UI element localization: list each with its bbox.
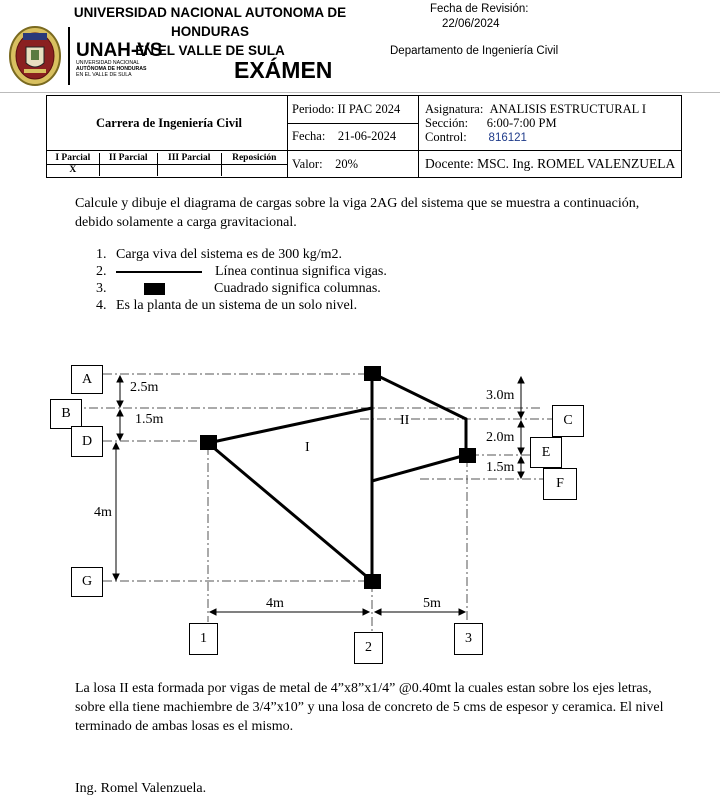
fecha: 21-06-2024 [337,129,397,144]
column-1D [200,435,217,450]
revision-label: Fecha de Revisión: [430,3,529,15]
dim-label-3-0m: 3.0m [486,388,515,403]
instruction-num: 4. [96,298,107,313]
valor: 20% [335,156,358,171]
parcial-2: II Parcial [99,153,157,165]
instruction-num: 3. [96,281,107,296]
axis-label-3: 3 [454,623,483,655]
beams [208,373,466,581]
dim-label-2-0m: 2.0m [486,430,515,445]
valor-label: Valor: [292,156,323,171]
logo-sub-line-2: AUTÓNOMA DE HONDURAS [76,65,147,72]
parcial-3: III Parcial [157,153,221,165]
instruction-text: Es la planta de un sistema de un solo nivel. [116,298,358,313]
beam-2A-3C [372,373,466,419]
axis-label-1: 1 [189,623,218,655]
beam-3E-2 [372,455,466,481]
seccion: 6:00-7:00 PM [486,115,557,130]
instruction-num: 2. [96,264,107,279]
dimension-lines [113,376,524,615]
logo-sub-line-3: EN EL VALLE DE SULA [76,71,132,78]
exam-title: EXÁMEN [234,57,333,83]
instruction-text: Cuadrado significa columnas. [214,281,381,296]
dim-label-4m-left: 4m [94,505,112,520]
control-number: 816121 [488,131,527,144]
control-label: Control: [425,129,467,144]
university-line-2: EN EL VALLE DE SULA [135,43,285,58]
dim-label-5m-bottom: 5m [423,596,441,611]
axis-label-2: 2 [354,632,383,664]
column-2G [364,574,381,589]
axis-label-G: G [71,567,103,597]
instruction-text: Carga viva del sistema es de 300 kg/m2. [116,247,343,262]
asignatura-label: Asignatura: [425,101,484,116]
logo-sub-line-1: UNIVERSIDAD NACIONAL [76,60,140,66]
parcial-mark: X [47,164,99,176]
dim-label-4m-bottom: 4m [266,596,284,611]
dim-label-1-5m-right: 1.5m [486,460,515,475]
axis-label-E: E [530,437,562,468]
slab-label-II: II [400,413,410,428]
docente: Docente: MSC. Ing. ROMEL VALENZUELA [425,156,676,171]
reposicion: Reposición [221,153,287,165]
signature: Ing. Romel Valenzuela. [75,781,207,796]
career: Carrera de Ingeniería Civil [96,115,242,130]
dim-label-2-5m: 2.5m [130,380,159,395]
question-intro: Calcule y dibuje el diagrama de cargas sobre la viga 2AG del sistema que se muestra a continuación, debido solamente a carga gravitacional. [75,196,640,230]
beam-1D-2G [208,443,372,581]
axis-label-F: F [543,468,577,500]
parcial-1: I Parcial [47,153,99,165]
seccion-label: Sección: [425,115,469,130]
instruction-num: 1. [96,247,107,262]
column-2A [364,366,381,381]
instruction-text: Línea continua significa vigas. [215,264,387,279]
fecha-label: Fecha: [292,129,326,144]
logo-brand: UNAH-VS [76,40,163,61]
axis-label-D: D [71,426,103,457]
column-3E [459,448,476,463]
axis-label-C: C [552,405,584,437]
axis-label-B: B [50,399,82,429]
slab-label-I: I [305,440,310,455]
university-line-1: UNIVERSIDAD NACIONAL AUTONOMA DE HONDURAS [73,5,347,39]
slab-description: La losa II esta formada por vigas de metal de 4”x8”x1/4” @0.40mt la cuales estan sobre los ejes letras, sobre ella tiene machiembre de 3/4”x10” y una losa de concreto de 5 cms de espesor y ceramica. El nivel terminado de ambas losas es el mismo. [75,681,664,734]
department: Departamento de Ingeniería Civil [390,45,559,57]
revision-date: 22/06/2024 [442,18,500,30]
periodo: Periodo: II PAC 2024 [292,101,401,116]
dim-label-1-5m: 1.5m [135,412,164,427]
beam-1D-2B [208,408,372,443]
axis-label-A: A [71,365,103,394]
asignatura: ANALISIS ESTRUCTURAL I [489,101,647,116]
columns [200,366,476,589]
